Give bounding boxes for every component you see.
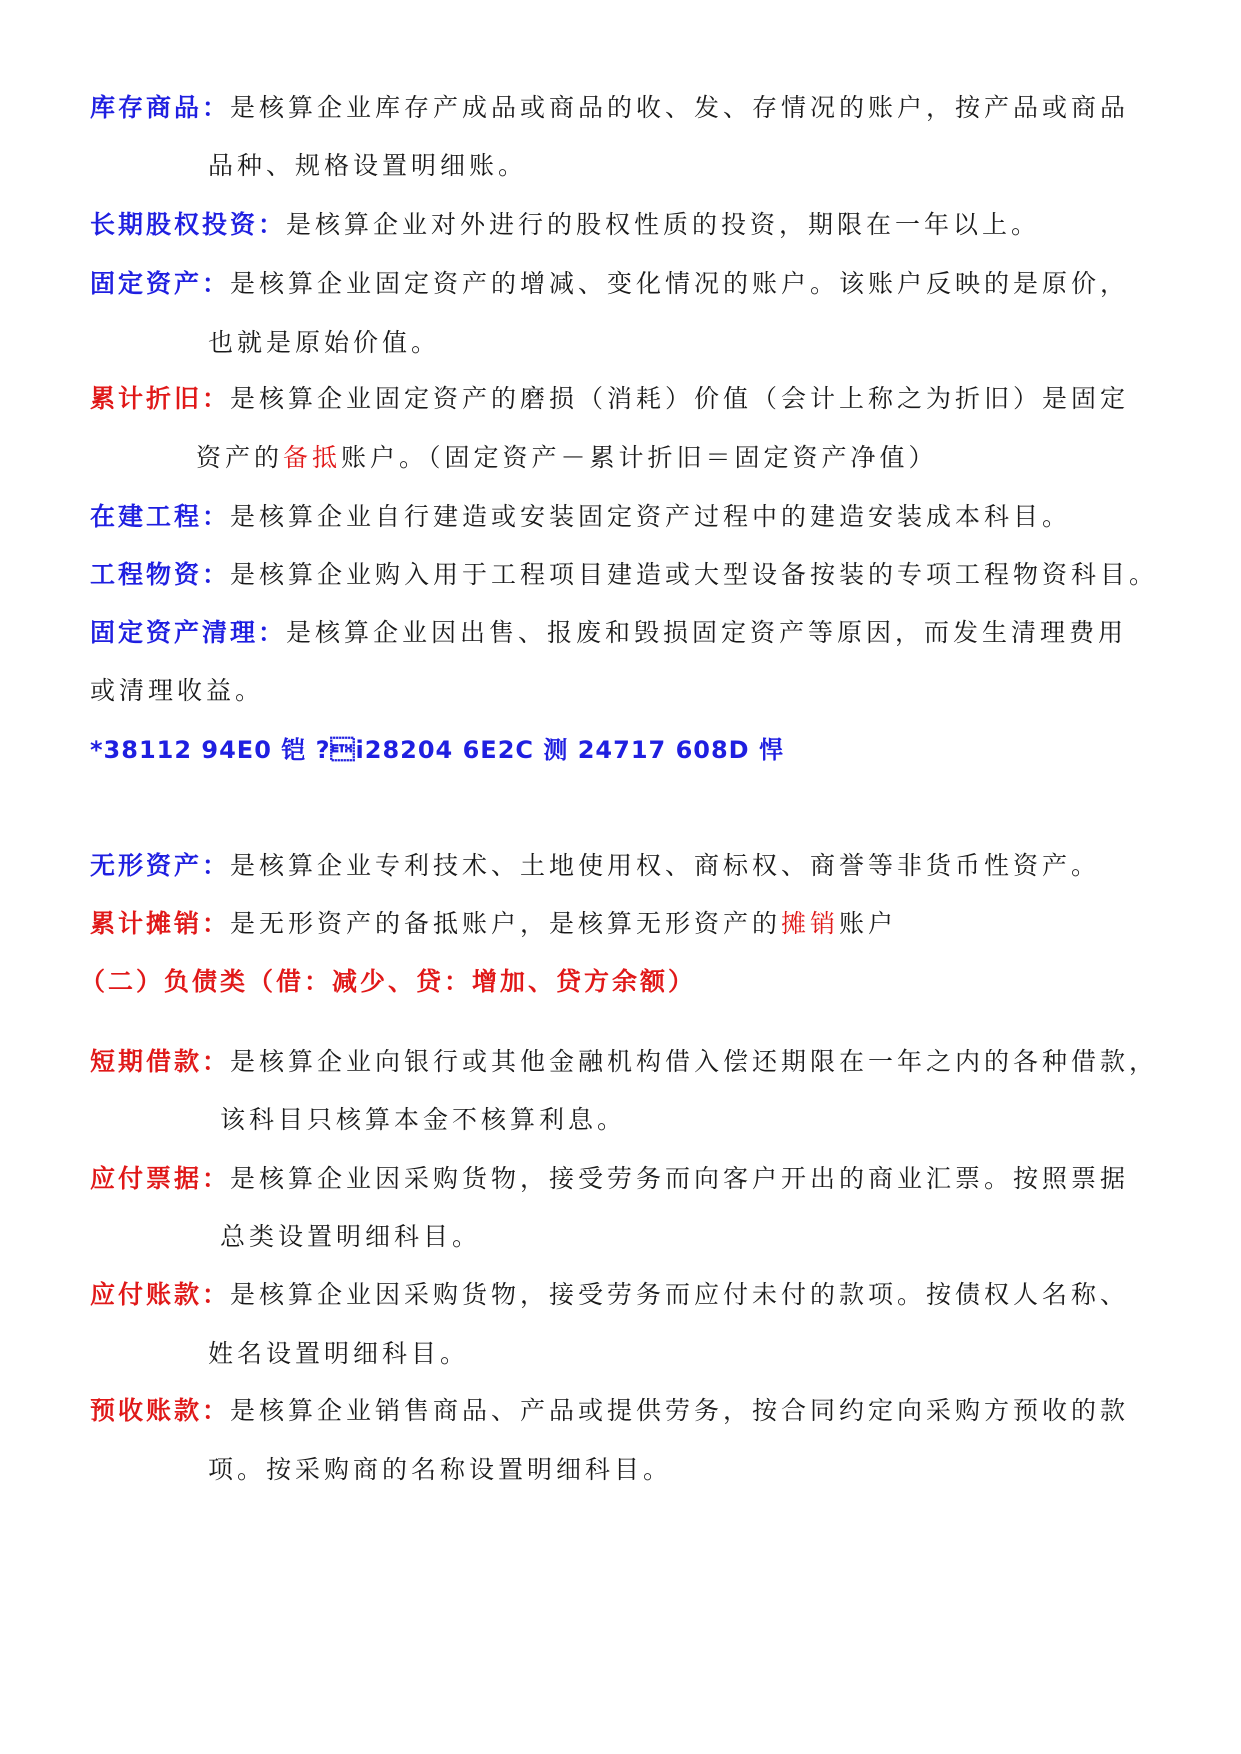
entry-short-term-loans — [90, 1044, 1181, 1080]
entry-advance-receipts — [90, 1393, 1181, 1429]
entry-long-term-equity — [90, 207, 1181, 243]
definition-text: 是核算企业对外进行的股权性质的投资，期限在一年以上。 — [286, 210, 1041, 239]
entry-inventory — [90, 90, 1181, 126]
definition-text: 是核算企业固定资产的磨损（消耗）价值（会计上称之为折旧）是固定 — [230, 384, 1130, 413]
highlight-text: 摊销 — [781, 909, 840, 938]
definition-text: 品种、规格设置明细账。 — [208, 151, 528, 180]
entry-accounts-payable — [90, 1277, 1181, 1313]
entry-notes-payable-cont — [220, 1219, 1181, 1255]
entry-advance-receipts-cont — [208, 1452, 1181, 1488]
entry-accumulated-depreciation-cont — [196, 440, 1181, 476]
garbled-text-line — [90, 732, 1181, 768]
entry-fixed-assets — [90, 266, 1181, 302]
entry-fixed-assets-cont — [208, 325, 1181, 361]
term-label: 固定资产清理： — [90, 618, 287, 647]
term-label: 累计摊销： — [90, 909, 231, 938]
entry-accounts-payable-cont — [208, 1336, 1181, 1372]
definition-text: 该科目只核算本金不核算利息。 — [220, 1105, 627, 1134]
entry-construction-in-progress — [90, 499, 1181, 535]
definition-text: 也就是原始价值。 — [208, 328, 441, 357]
definition-text: 是核算企业因出售、报废和毁损固定资产等原因，而发生清理费用 — [286, 618, 1128, 647]
term-label: 长期股权投资： — [90, 210, 287, 239]
section-title: （二）负债类（借：减少、贷：增加、贷方余额） — [80, 967, 697, 996]
definition-text: 是核算企业销售商品、产品或提供劳务，按合同约定向采购方预收的款 — [230, 1396, 1130, 1425]
term-label: 预收账款： — [90, 1396, 231, 1425]
definition-text: 项。按采购商的名称设置明细科目。 — [208, 1455, 673, 1484]
definition-text: 是核算企业因采购货物，接受劳务而应付未付的款项。按债权人名称、 — [230, 1280, 1130, 1309]
entry-accumulated-amortization — [90, 906, 1181, 942]
definition-text: 总类设置明细科目。 — [220, 1222, 482, 1251]
term-label: 库存商品： — [90, 93, 231, 122]
entry-short-term-loans-cont — [220, 1102, 1181, 1138]
entry-intangible-assets — [90, 848, 1181, 884]
entry-engineering-materials — [90, 557, 1181, 593]
highlight-text: 备抵 — [283, 443, 342, 472]
definition-text: 或清理收益。 — [90, 676, 265, 705]
term-label: 累计折旧： — [90, 384, 231, 413]
definition-text: 是核算企业库存产成品或商品的收、发、存情况的账户，按产品或商品 — [230, 93, 1130, 122]
term-label: 在建工程： — [90, 502, 231, 531]
definition-text: 是核算企业因采购货物，接受劳务而向客户开出的商业汇票。按照票据 — [230, 1164, 1130, 1193]
entry-fixed-assets-disposal-cont — [90, 673, 1181, 709]
entry-notes-payable — [90, 1161, 1181, 1197]
definition-text: 是无形资产的备抵账户，是核算无形资产的 — [230, 909, 782, 938]
entry-fixed-assets-disposal — [90, 615, 1181, 651]
garbled-text: *38112 94E0 铠 ?i28204 6E2C 测 24717 608D 悍 — [90, 736, 784, 764]
definition-text: 账户 — [839, 909, 898, 938]
definition-text: 是核算企业向银行或其他金融机构借入偿还期限在一年之内的各种借款， — [230, 1047, 1159, 1076]
term-label: 应付账款： — [90, 1280, 231, 1309]
definition-text: 是核算企业购入用于工程项目建造或大型设备按装的专项工程物资科目。 — [230, 560, 1159, 589]
term-label: 应付票据： — [90, 1164, 231, 1193]
definition-text: 是核算企业固定资产的增减、变化情况的账户。该账户反映的是原价， — [230, 269, 1130, 298]
term-label: 无形资产： — [90, 851, 231, 880]
definition-text: 是核算企业自行建造或安装固定资产过程中的建造安装成本科目。 — [230, 502, 1072, 531]
term-label: 短期借款： — [90, 1047, 231, 1076]
entry-accumulated-depreciation — [90, 381, 1181, 417]
section-heading-liabilities — [80, 964, 1181, 1000]
definition-text: 姓名设置明细科目。 — [208, 1339, 470, 1368]
definition-text: 账户。（固定资产－累计折旧＝固定资产净值） — [341, 443, 938, 472]
definition-text: 资产的 — [196, 443, 284, 472]
entry-inventory-cont — [208, 148, 1181, 184]
term-label: 工程物资： — [90, 560, 231, 589]
term-label: 固定资产： — [90, 269, 231, 298]
definition-text: 是核算企业专利技术、土地使用权、商标权、商誉等非货币性资产。 — [230, 851, 1101, 880]
